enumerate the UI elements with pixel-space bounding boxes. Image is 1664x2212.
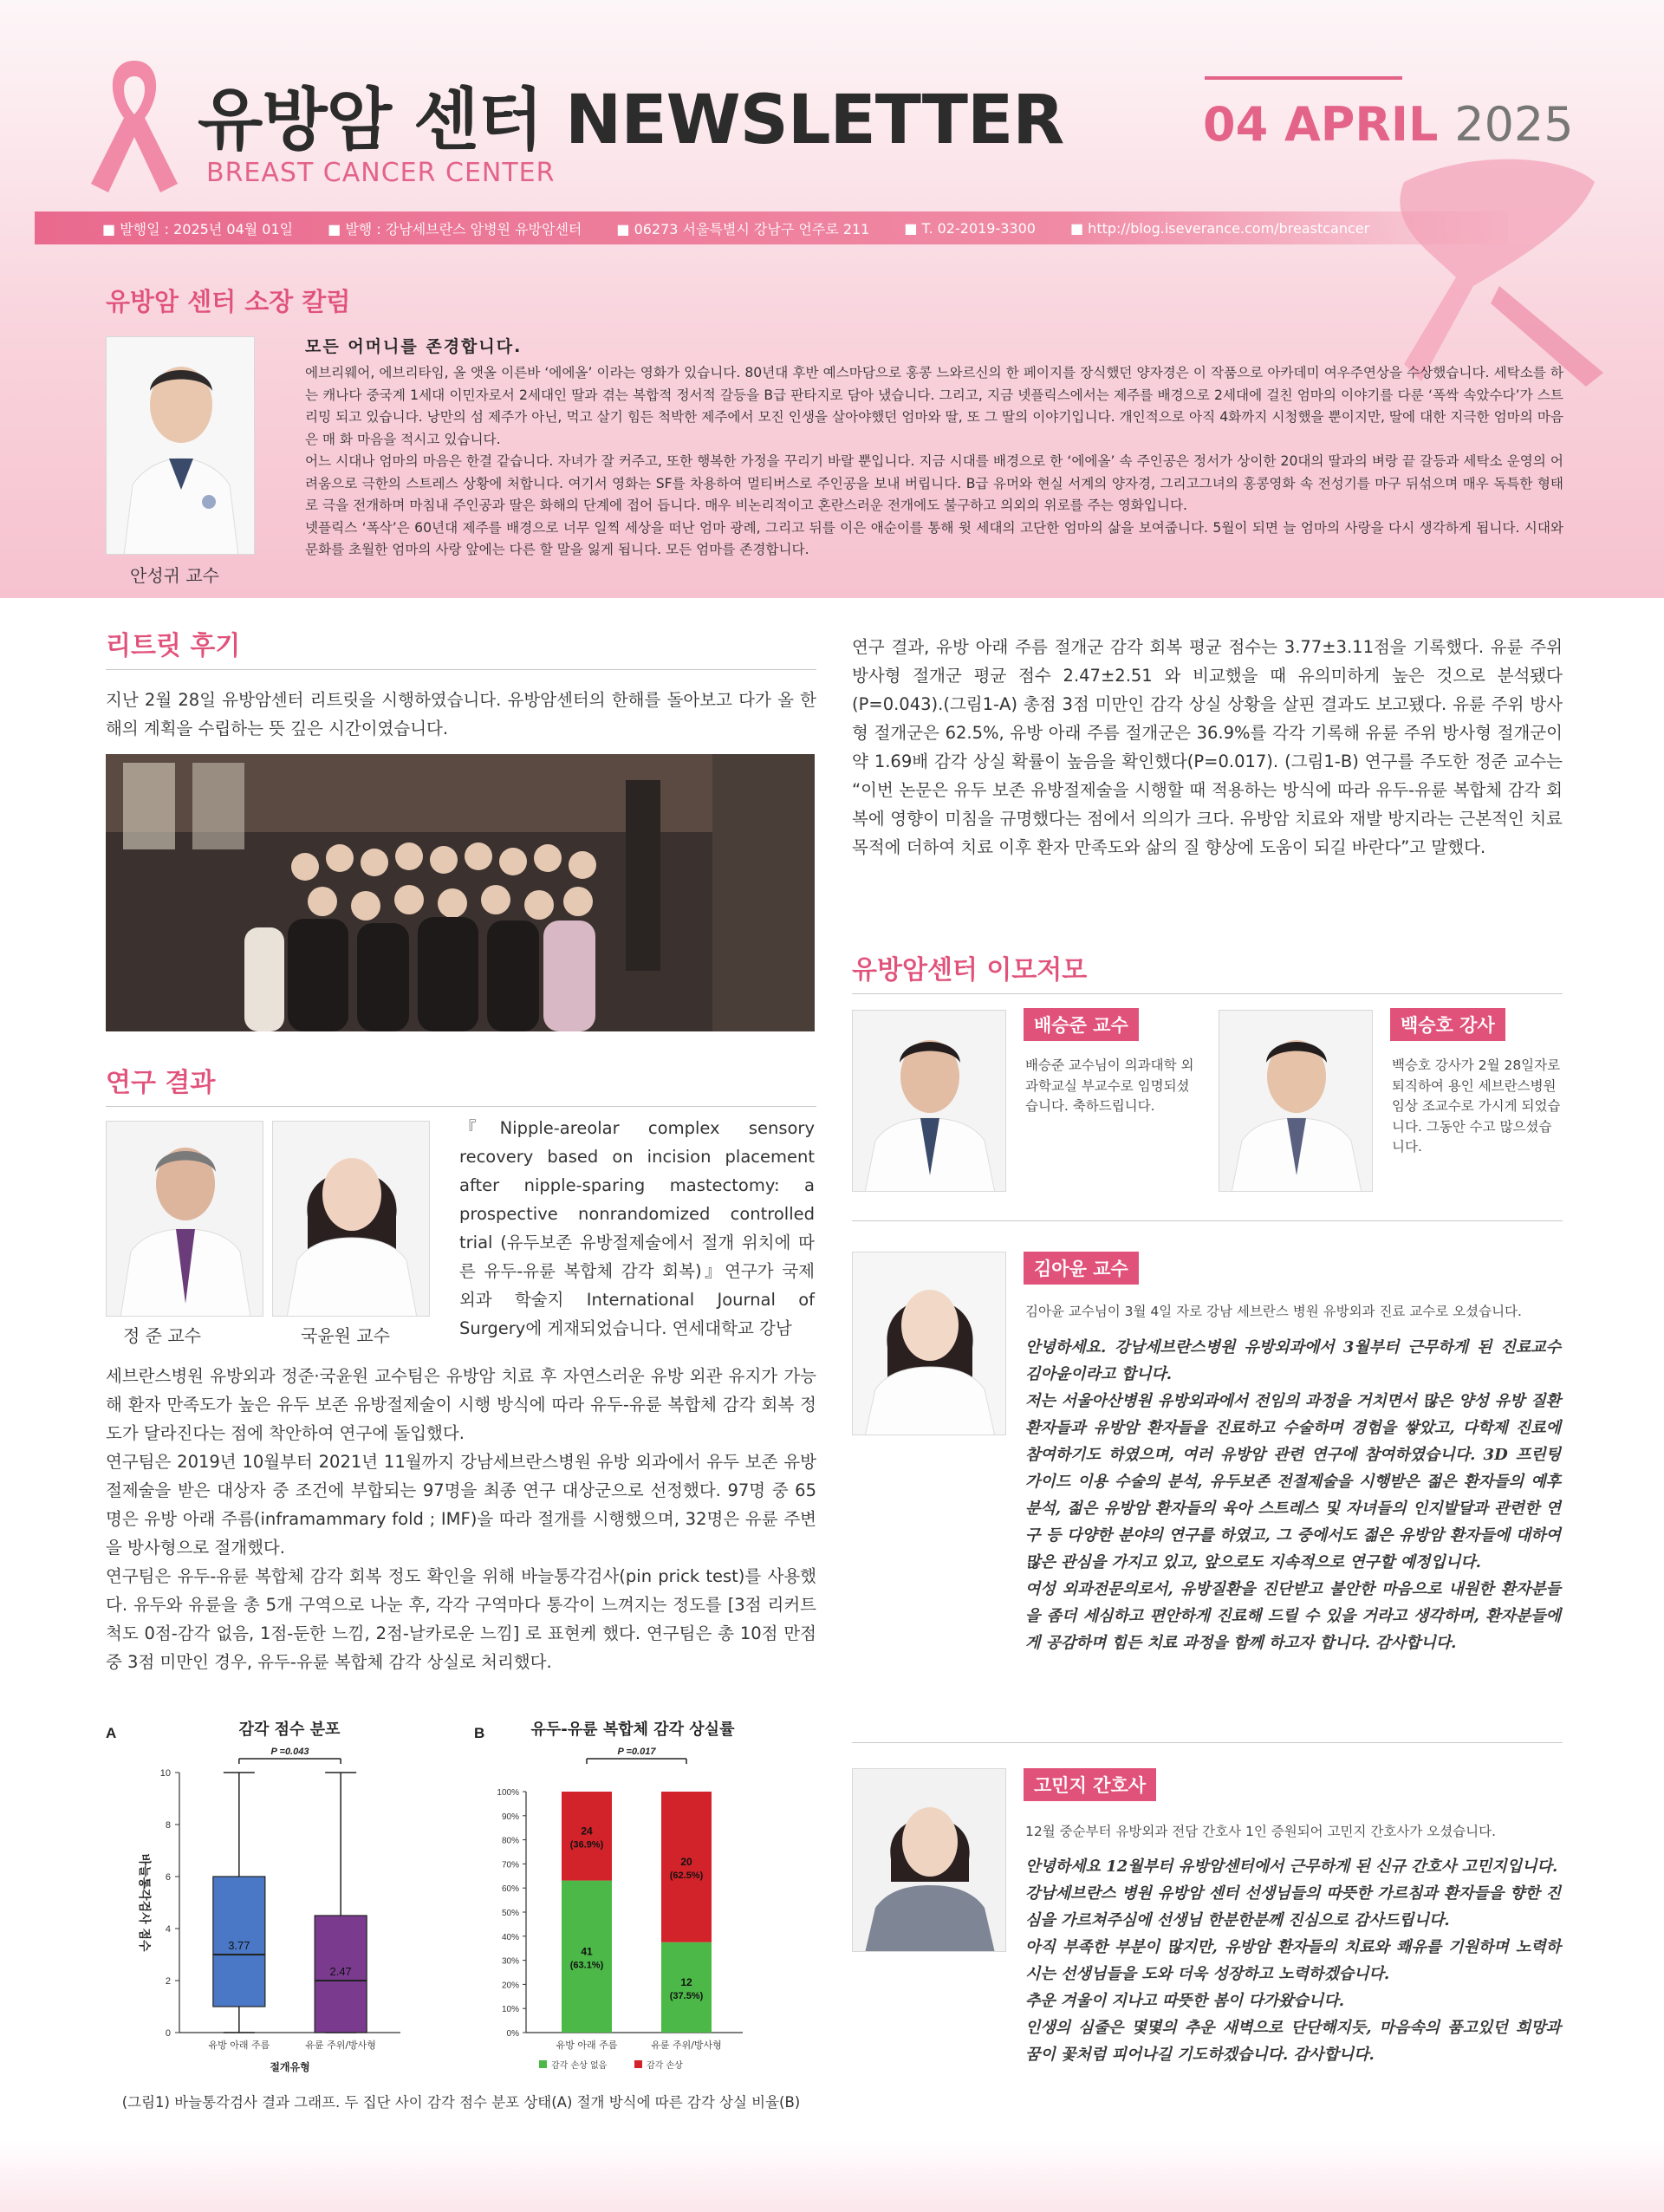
issue-divider: [1205, 76, 1402, 80]
legend-swatch: [539, 2060, 547, 2068]
panel-a-y-tick-label: 6: [165, 1872, 171, 1883]
research-figure: [106, 1721, 816, 2128]
research-continued: 연구 결과, 유방 아래 주름 절개군 감각 회복 평균 점수는 3.77±3.11점을 기록했다. 유륜 주위 방사형 절개군 평균 점수 2.47±2.51 와 비교했을 때 유의미하게 높은 것으로 분석됐다(P=0.043).(그림1-A) 총점 3점 미만인 감각 상실 상황을 살핀 결과도 보고됐다. 유륜 주위 방사형 절개군은 62.5%, 유방 아래 주름 절개군은 36.9%를 각각 기록해 유륜 주위 방사형 절개군이 약 1.69배 감각 상실 확률이 높음을 확인했다(P=0.017). (그림1-B) 연구를 주도한 정준 교수는 “이번 논문은 유두 보존 유방절제술을 시행할 때 적용하는 방식에 따라 유두-유륜 복합체 감각 회복에 영향이 미침을 규명했다는 점에서 의의가 크다. 유방암 치료와 재발 방지라는 근본적인 치료 목적에 더하여 치료 이후 환자 만족도와 삶의 질 향상에 도움이 되길 바란다”고 말했다.: [852, 637, 1563, 857]
bar-count-label: 12: [680, 1975, 692, 1988]
baek-photo: [1219, 1010, 1373, 1192]
doctor-portrait-icon: [853, 1252, 1006, 1435]
kim-intro: 김아윤 교수님이 3월 4일 자로 강남 세브란스 병원 유방외과 진료 교수로 오셨습니다.: [1025, 1304, 1522, 1319]
panel-a-y-label: 바늘통각검사 점수: [137, 1853, 151, 1952]
panel-b-y-tick-label: 80%: [501, 1836, 519, 1846]
panel-b-y-tick-label: 40%: [501, 1932, 519, 1942]
column-author-name: 안성귀 교수: [130, 565, 219, 586]
bae-name-tag: 배승준 교수: [1024, 1008, 1139, 1041]
publication-info-bar: [35, 211, 1508, 244]
box-mean-label: 2.47: [329, 1965, 352, 1978]
research-intro: 『Nipple-areolar complex sensory recovery based on incision placement after nipple-sparing mastectomy: a prospective nonrandomized controlled trial (유두보존 유방절제술에서 절개 위치에 따른 유두-유륜 복합체 감각 회복)』연구가 국제 외과 학술지 International Journal of Surgery에 게재되었습니다. 연세대학교 강남: [459, 1118, 815, 1338]
bar-count-label: 20: [680, 1855, 692, 1868]
column-paragraph: 어느 시대나 엄마의 마음은 한결 같습니다. 자녀가 잘 커주고, 또한 행복한 가정을 꾸리기 바랄 뿐입니다. 지금 시대를 배경으로 한 ‘에에올’ 속 주인공은 정서가 상이한 20대의 딸과의 벼랑 끝 갈등과 세탁소 운영의 어려움으로 극한의 스트레스 상황에 처합니다. 여기서 영화는 SF를 차용하여 멀티버스로 주인공을 보내 버립니다. B급 유머와 현실 서계의 양자경, 그리고그녀의 홍콩영화 속 전성기를 마구 뒤섞으며 매우 독특한 형태로 극을 전개하며 마침내 주인공과 딸은 화해의 단계에 접어 듭니다. 매우 비논리적이고 혼란스러운 전개에도 불구하고 의외의 위로를 주는 영화입니다.: [305, 453, 1563, 513]
panel-a-category-label: 유륜 주위/방사형: [305, 2040, 376, 2051]
column-author-card: [106, 336, 255, 589]
author-photo: [106, 336, 255, 555]
legend-label: 감각 손상: [647, 2061, 683, 2071]
figure-charts: [106, 1721, 816, 2085]
kim-letter-paragraph: 여성 외과전문의로서, 유방질환을 진단받고 불안한 마음으로 내원한 환자분들을 좀더 세심하고 편안하게 진료해 드릴 수 있을 거라고 생각하며, 환자분들에게 공감하며 힘든 치료 과정을 함께 하고자 합니다. 감사합니다.: [1025, 1580, 1561, 1652]
address: ■ 06273 서울특별시 강남구 언주로 211: [616, 220, 870, 237]
kook-photo: [272, 1121, 430, 1317]
research-body: [106, 1362, 816, 1676]
figure-caption: (그림1) 바늘통각검사 결과 그래프. 두 집단 사이 감각 점수 분포 상태(A) 절개 방식에 따른 감각 상실 비율(B): [121, 2094, 801, 2111]
bar-count-label: 24: [581, 1825, 593, 1838]
news-divider: [852, 1220, 1563, 1221]
bar-percent-label: (37.5%): [669, 1990, 704, 2001]
panel-b-y-tick-label: 90%: [501, 1812, 519, 1822]
legend-label: 감각 손상 없음: [551, 2061, 608, 2071]
panel-b-y-tick-label: 70%: [501, 1860, 519, 1870]
publisher: ■ 발행 : 강남세브란스 암병원 유방암센터: [328, 220, 582, 237]
jung-name: 정 준 교수: [123, 1325, 201, 1346]
kim-name-tag: 김아윤 교수: [1024, 1252, 1139, 1285]
blog-link[interactable]: ■ http://blog.iseverance.com/breastcancer: [1069, 219, 1370, 237]
retreat-section: [106, 624, 816, 743]
bar-percent-label: (36.9%): [569, 1839, 604, 1851]
news-divider: [852, 1742, 1563, 1743]
baek-name-tag: 백승호 강사: [1390, 1008, 1505, 1041]
pink-ribbon-icon: [1369, 130, 1629, 390]
panel-a-y-tick-label: 4: [165, 1924, 171, 1935]
panel-a-title: 감각 점수 분포: [238, 1721, 341, 1739]
panel-b-y-tick-label: 100%: [497, 1788, 519, 1798]
jung-photo: [106, 1121, 263, 1317]
baek-text: 백승호 강사가 2월 28일자로 퇴직하여 용인 세브란스병원 임상 조교수로 가시게 되었습니다. 그동안 수고 많으셨습니다.: [1392, 1057, 1561, 1155]
panel-b-y-tick-label: 50%: [501, 1909, 519, 1918]
panel-b-y-tick-label: 30%: [501, 1956, 519, 1967]
doctor-portrait-icon: [273, 1122, 430, 1317]
panel-a-y-tick-label: 2: [165, 1976, 171, 1987]
kook-name: 국윤원 교수: [301, 1325, 390, 1346]
panel-b-letter: B: [474, 1725, 485, 1741]
panel-b-y-tick-label: 20%: [501, 1981, 519, 1991]
panel-a-y-tick-label: 10: [159, 1768, 171, 1779]
panel-a-y-tick-label: 8: [165, 1820, 171, 1831]
ko-intro: 12월 중순부터 유방외과 전담 간호사 1인 증원되어 고민지 간호사가 오셨습니다.: [1025, 1824, 1497, 1839]
group-photo-icon: [106, 754, 815, 1031]
retreat-text: 지난 2월 28일 유방암센터 리트릿을 시행하였습니다. 유방암센터의 한해를 돌아보고 다가 올 한해의 계획을 수립하는 뜻 깊은 시간이였습니다.: [106, 690, 816, 738]
bae-photo: [852, 1010, 1006, 1192]
panel-a-p-value: P =0.043: [270, 1747, 309, 1757]
retreat-title: 리트릿 후기: [106, 624, 816, 670]
doctor-portrait-icon: [1219, 1011, 1373, 1192]
ko-name-tag: 고민지 간호사: [1024, 1768, 1156, 1801]
ko-letter-paragraph: 강남세브란스 병원 유방암 센터 선생님들의 따뜻한 가르침과 환자들을 향한 진심을 가르쳐주심에 선생님 한분한분께 진심으로 감사드립니다.: [1025, 1884, 1561, 1929]
ko-letter-paragraph: 추운 겨울이 지나고 따뜻한 봄이 다가왔습니다.: [1025, 1992, 1344, 2010]
header-band: [0, 0, 1664, 598]
panel-b-title: 유두-유륜 복합체 감각 상실률: [530, 1721, 735, 1739]
news-section: [852, 948, 1563, 1010]
column-body: [305, 362, 1563, 562]
bar-percent-label: (63.1%): [569, 1960, 604, 1971]
footer-band: [0, 2141, 1664, 2212]
panel-b-p-value: P =0.017: [617, 1747, 656, 1757]
ko-letter-paragraph: 인생의 심줄은 몇몇의 추운 새벽으로 단단해지듯, 마음속의 품고있던 희망과 꿈이 꽃처럼 피어나길 기도하겠습니다. 감사합니다.: [1025, 2019, 1561, 2064]
research-paragraph: 세브란스병원 유방외과 정준·국윤원 교수팀은 유방암 치료 후 자연스러운 유방 외관 유지가 가능해 환자 만족도가 높은 유두 보존 유방절제술이 시행 방식에 따라 유두-유륜 복합체 감각 회복 정도가 달라진다는 점에 착안하여 연구에 돌입했다.: [106, 1366, 816, 1443]
bae-text: 배승준 교수님이 의과대학 외과학교실 부교수로 임명되셨습니다. 축하드립니다.: [1025, 1057, 1194, 1114]
legend-swatch: [634, 2060, 642, 2068]
ko-photo: [852, 1768, 1006, 1952]
pink-ribbon-icon: [82, 54, 186, 201]
panel-a-letter: A: [106, 1725, 117, 1741]
newsletter-title: 유방암 센터 NEWSLETTER: [198, 81, 1064, 159]
ko-letter: [1025, 1853, 1561, 2068]
bar-percent-label: (62.5%): [669, 1870, 704, 1881]
column-section-title: 유방암 센터 소장 칼럼: [106, 287, 351, 316]
panel-a-category-label: 유방 아래 주름: [208, 2040, 270, 2051]
publish-date: ■ 발행일 : 2025년 04월 01일: [102, 220, 294, 237]
issue-year: 2025: [1454, 97, 1574, 152]
column-greeting: 모든 어머니를 존경합니다.: [305, 337, 523, 356]
doctor-portrait-icon: [107, 1122, 263, 1317]
nurse-portrait-icon: [853, 1769, 1006, 1952]
column-paragraph: 넷플릭스 ‘폭삭’은 60년대 제주를 배경으로 너무 일찍 세상을 떠난 엄마 광례, 그리고 뒤를 이은 애순이를 통해 윗 세대의 고단한 엄마의 삶을 보여줍니다. 5월이 되면 늘 엄마의 사랑을 다시 생각하게 됩니다. 시대와 문화를 초월한 엄마의 사랑 앞에는 다른 할 말을 잃게 됩니다. 모든 엄마를 존경합니다.: [305, 519, 1563, 557]
box-mean-label: 3.77: [228, 1939, 250, 1952]
retreat-group-photo: [106, 754, 815, 1031]
research-paragraph: 연구팀은 2019년 10월부터 2021년 11월까지 강남세브란스병원 유방 외과에서 유두 보존 유방절제술을 받은 대상자 중 조건에 부합되는 97명을 최종 연구 대상군으로 선정했다. 97명 중 65명은 유방 아래 주름(inframammary fold ; IMF)을 따라 절개를 시행했으며, 32명은 유륜 주변을 방사형으로 절개했다.: [106, 1452, 816, 1558]
panel-b-category-label: 유륜 주위/방사형: [651, 2040, 722, 2051]
ko-letter-paragraph: 아직 부족한 부분이 많지만, 유방암 환자들의 치료와 쾌유를 기원하며 노력하시는 선생님들을 도와 더욱 성장하고 노력하겠습니다.: [1025, 1938, 1561, 1983]
research-paragraph: 연구팀은 유두-유륜 복합체 감각 회복 정도 확인을 위해 바늘통각검사(pin prick test)를 사용했다. 유두와 유륜을 총 5개 구역으로 나눈 후, 각각 구역마다 통각이 느껴지는 정도를 [3점 리커트 척도 0점-감각 없음, 1점-둔한 느낌, 2점-날카로운 느낌] 로 표현케 했다. 연구팀은 총 10점 만점 중 3점 미만인 경우, 유두-유륜 복합체 감각 상실로 처리했다.: [106, 1566, 816, 1672]
phone: ■ T. 02-2019-3300: [904, 219, 1036, 237]
issue-month: 04 APRIL: [1203, 97, 1439, 152]
newsletter-subtitle: BREAST CANCER CENTER: [206, 158, 556, 188]
doctor-portrait-icon: [853, 1011, 1006, 1192]
panel-b-y-tick-label: 0%: [506, 2029, 519, 2039]
kim-letter-paragraph: 안녕하세요. 강남세브란스병원 유방외과에서 3월부터 근무하게 된 진료교수 김아윤이라고 합니다.: [1025, 1338, 1561, 1383]
doctor-portrait-icon: [107, 337, 255, 555]
column-paragraph: 에브리웨어, 에브리타임, 올 앳올 이른바 ‘에에올’ 이라는 영화가 있습니다. 80년대 후반 예스마담으로 홍콩 느와르신의 한 페이지를 장식했던 양자경은 이 작품으로 아카데미 여우주연상을 수상했습니다. 세탁소를 하는 캐나다 중국계 1세대 이민자로서 2세대인 딸과 겪는 복합적 정서적 갈등을 B급 판타지로 담아 냈습니다. 그리고, 지금 넷플릭스에서는 제주를 배경으로 2세대에 걸친 엄마의 이야기를 다룬 ‘폭싹 속았수다’가 스트리밍 되고 있습니다. 낭만의 섬 제주가 아닌, 먹고 살기 힘든 척박한 제주에서 모진 인생을 살아야했던 엄마와 딸, 또 그 딸의 이야기입니다. 개인적으로 아직 4화까지 시청했을 뿐이지만, 딸에 대한 지극한 엄마의 마음은 매 화 마음을 적시고 있습니다.: [305, 365, 1563, 447]
kim-letter-paragraph: 저는 서울아산병원 유방외과에서 전임의 과정을 거치면서 많은 양성 유방 질환 환자들과 유방암 환자들을 진료하고 수술하며 경험을 쌓았고, 다학제 진료에 참여하기도 하였으며, 여러 유방암 관련 연구에 참여하였습니다. 3D 프린팅 가이드 이용 수술의 분석, 유두보존 전절제술을 시행받은 젊은 환자들의 예후 분석, 젊은 유방암 환자들의 육아 스트레스 및 자녀들의 인지발달과 관련한 연구 등 다양한 분야의 연구를 하였고, 그 중에서도 젊은 유방암 환자들에 대하여 많은 관심을 가지고 있고, 앞으로도 지속적으로 연구할 예정입니다.: [1025, 1392, 1561, 1571]
panel-b-y-tick-label: 10%: [501, 2005, 519, 2015]
issue-date: [1203, 97, 1574, 152]
kim-photo: [852, 1252, 1006, 1435]
panel-a-y-tick-label: 0: [165, 2028, 171, 2039]
research-title: 연구 결과: [106, 1061, 816, 1107]
panel-a-x-label: 절개유형: [270, 2061, 310, 2073]
bar-count-label: 41: [581, 1945, 593, 1958]
ko-letter-paragraph: 안녕하세요 12월부터 유방암센터에서 근무하게 된 신규 간호사 고민지입니다.: [1025, 1857, 1558, 1876]
news-title: 유방암센터 이모저모: [852, 948, 1563, 994]
panel-b-y-tick-label: 60%: [501, 1884, 519, 1895]
kim-letter: [1025, 1334, 1561, 1656]
panel-b-category-label: 유방 아래 주름: [556, 2040, 618, 2051]
